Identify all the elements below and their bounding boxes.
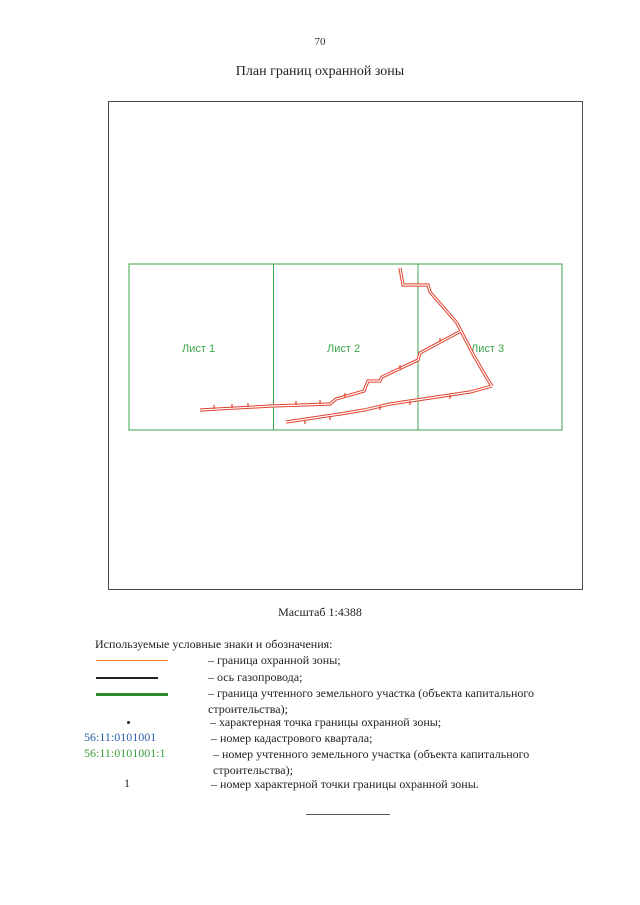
legend-text-point: – характерная точка границы охранной зоны; bbox=[210, 715, 442, 729]
legend-symbol-point bbox=[127, 721, 130, 724]
legend-text-cadastral-quarter: – номер кадастрового квартала; bbox=[211, 731, 373, 745]
sheet-label-2: Лист 2 bbox=[327, 343, 361, 355]
page-number: 70 bbox=[314, 36, 326, 48]
legend-symbol-pipeline-axis bbox=[96, 677, 158, 679]
legend-symbol-cadastral-quarter: 56:11:0101001 bbox=[84, 730, 157, 744]
footer-rule bbox=[306, 814, 390, 815]
legend-symbol-land-plot bbox=[96, 693, 168, 696]
legend-text-land-plot: – граница учтенного земельного участка (объекта капитального строительства); bbox=[208, 686, 535, 716]
legend-symbol-plot-number: 56:11:0101001:1 bbox=[84, 746, 166, 760]
legend-symbol-point-number: 1 bbox=[124, 776, 130, 790]
legend-text-pipeline-axis: – ось газопровода; bbox=[208, 670, 303, 684]
legend-symbol-zone-boundary bbox=[96, 660, 168, 661]
scale-label: Масштаб 1:4388 bbox=[278, 605, 362, 619]
page-title: План границ охранной зоны bbox=[235, 64, 405, 79]
legend-text-point-number: – номер характерной точки границы охранной зоны. bbox=[211, 777, 479, 791]
legend-text-zone-boundary: – граница охранной зоны; bbox=[208, 653, 341, 667]
sheet-label-1: Лист 1 bbox=[182, 343, 216, 355]
legend-title: Используемые условные знаки и обозначения: bbox=[95, 637, 333, 651]
sheet-label-3: Лист 3 bbox=[471, 343, 505, 355]
legend-text-plot-number: – номер учтенного земельного участка (объекта капитального строительства); bbox=[213, 747, 530, 777]
